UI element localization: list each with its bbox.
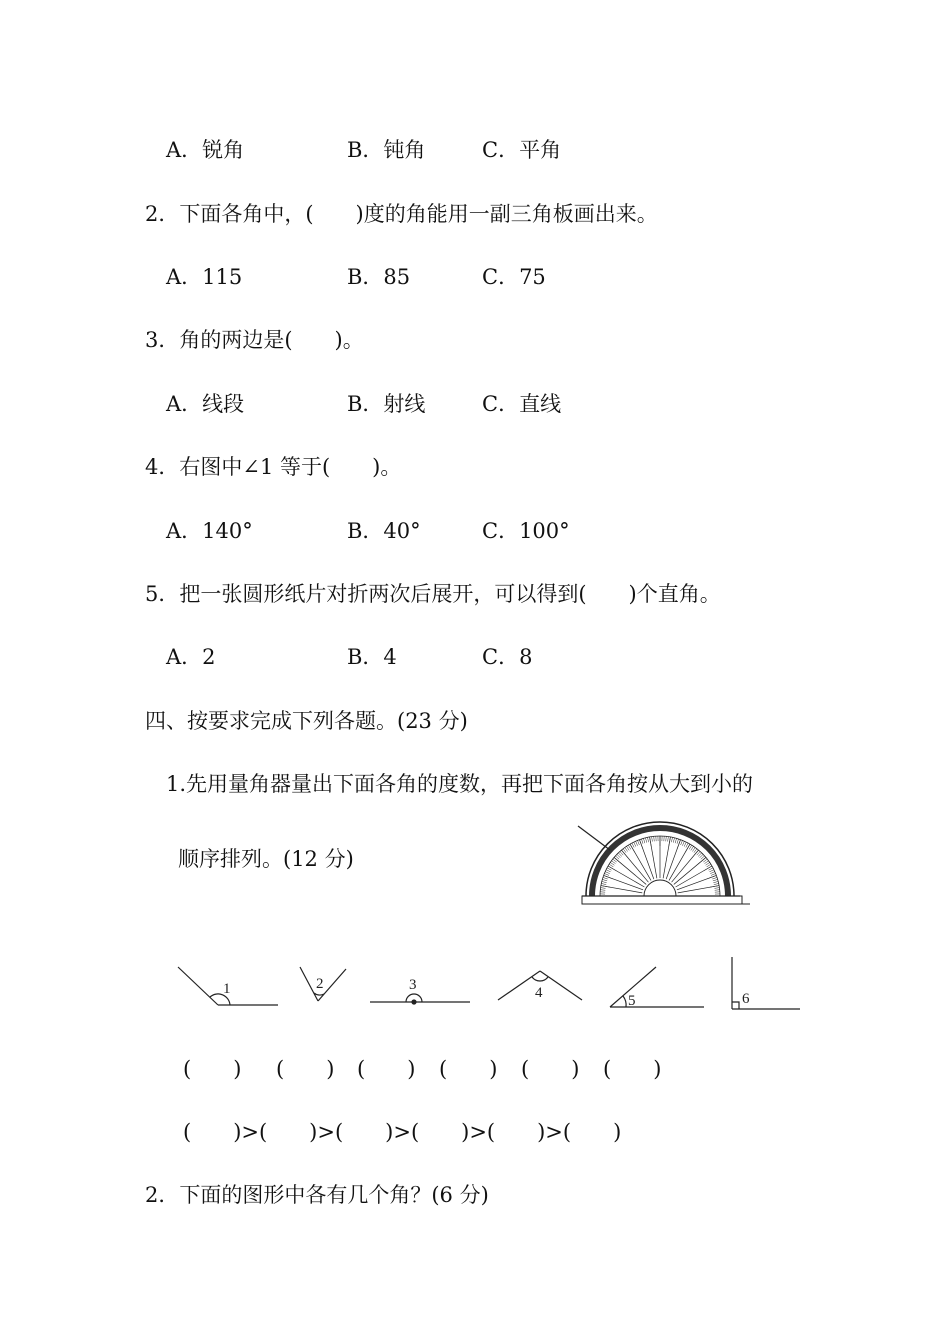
protractor-tick <box>650 837 652 847</box>
protractor-tick <box>707 864 711 867</box>
protractor-tick <box>685 844 690 853</box>
angle-4-blank[interactable]: ( ) <box>439 1057 498 1081</box>
q2-option-c: C．75 <box>482 265 546 289</box>
q1-option-b: B．钝角 <box>347 138 426 162</box>
protractor-tick <box>703 866 712 871</box>
protractor-tick <box>607 868 611 870</box>
protractor-tick <box>605 872 610 874</box>
protractor-tick <box>677 839 679 844</box>
protractor-tick <box>632 843 634 847</box>
q3-option-c: C．直线 <box>482 392 562 416</box>
protractor-tick <box>713 879 718 880</box>
protractor-tick <box>628 845 631 849</box>
protractor-tick <box>600 890 605 891</box>
protractor-tick <box>682 841 684 846</box>
protractor-tick <box>654 836 655 841</box>
q5-option-a: A．2 <box>166 645 216 669</box>
protractor-tick <box>713 881 718 882</box>
protractor-tick <box>601 886 611 888</box>
protractor-tick <box>602 879 607 880</box>
protractor-tick <box>643 838 644 843</box>
angle-figures <box>170 955 810 1020</box>
protractor-tick <box>709 886 719 888</box>
q1-option-a: A．锐角 <box>166 138 245 162</box>
protractor-tick <box>704 861 708 864</box>
protractor-tick <box>673 838 674 843</box>
protractor-tick <box>648 837 649 842</box>
protractor-tick <box>601 884 606 885</box>
protractor-tick <box>603 877 608 879</box>
protractor-tick <box>634 842 636 846</box>
protractor-tick <box>691 846 694 850</box>
protractor-tick <box>604 874 609 876</box>
protractor-tick <box>668 837 669 842</box>
protractor-tick <box>608 866 617 871</box>
protractor-tick <box>715 890 720 891</box>
q4-stem: 4．右图中∠1 等于( )。 <box>145 455 402 479</box>
protractor-tick <box>711 874 716 876</box>
protractor-tick <box>671 837 672 842</box>
protractor-tick <box>675 838 676 843</box>
protractor-tick <box>710 872 715 874</box>
protractor-tick <box>601 888 606 889</box>
q4-option-b: B．40° <box>347 519 421 543</box>
protractor-illustration <box>570 820 750 908</box>
protractor-tick <box>700 854 704 857</box>
protractor-tick <box>714 884 719 885</box>
protractor-tick <box>617 854 621 857</box>
section4-heading: 四、按要求完成下列各题。(23 分) <box>145 709 468 733</box>
q1-option-c: C．平角 <box>482 138 562 162</box>
angle-3-figure <box>370 994 470 1004</box>
protractor-pointer-line <box>578 826 610 850</box>
protractor-tick <box>610 862 614 865</box>
protractor-tick <box>712 877 717 879</box>
protractor-tick <box>606 870 610 872</box>
protractor-tick <box>645 838 646 843</box>
protractor-tick <box>681 840 683 845</box>
q2-stem: 2．下面各角中，( )度的角能用一副三角板画出来。 <box>145 202 658 226</box>
protractor-center-arc <box>644 880 676 896</box>
protractor-tick <box>630 844 635 853</box>
angle-6-blank[interactable]: ( ) <box>603 1057 662 1081</box>
protractor-tick <box>638 840 640 845</box>
angle-3-blank[interactable]: ( ) <box>357 1057 416 1081</box>
section4-p2: 2．下面的图形中各有几个角？(6 分) <box>145 1183 489 1207</box>
angle-1-blank[interactable]: ( ) <box>183 1057 242 1081</box>
q2-option-b: B．85 <box>347 265 411 289</box>
protractor-tick <box>641 839 643 844</box>
protractor-tick <box>602 881 607 882</box>
angle-5-blank[interactable]: ( ) <box>521 1057 580 1081</box>
angle-5-label: 5 <box>628 993 636 1009</box>
protractor-tick <box>626 846 629 850</box>
protractor-tick <box>706 862 710 865</box>
protractor-tick <box>611 861 615 864</box>
angle-1-label: 1 <box>223 981 231 997</box>
angle-2-blank[interactable]: ( ) <box>276 1057 335 1081</box>
angle-6-label: 6 <box>742 991 750 1007</box>
q4-option-c: C．100° <box>482 519 570 543</box>
angle-4-label: 4 <box>535 985 543 1001</box>
angle-2-label: 2 <box>316 976 324 992</box>
section4-p1-line1: 1.先用量角器量出下面各角的度数，再把下面各角按从大到小的 <box>166 772 754 796</box>
q5-option-b: B．4 <box>347 645 397 669</box>
protractor-tick <box>652 837 653 842</box>
q3-option-a: A．线段 <box>166 392 245 416</box>
protractor-base <box>582 896 742 904</box>
angle-3-label: 3 <box>409 977 417 993</box>
protractor-tick <box>709 870 713 872</box>
protractor-tick <box>686 843 688 847</box>
q5-stem: 5．把一张圆形纸片对折两次后展开，可以得到( )个直角。 <box>145 582 721 606</box>
protractor-tick <box>625 847 628 851</box>
protractor-tick <box>709 868 713 870</box>
protractor-tick <box>618 853 621 857</box>
q3-stem: 3．角的两边是( )。 <box>145 328 364 352</box>
q5-option-c: C．8 <box>482 645 533 669</box>
protractor-tick <box>684 842 686 846</box>
protractor-tick <box>689 845 692 849</box>
protractor-tick <box>714 888 719 889</box>
protractor-tick <box>669 837 671 847</box>
protractor-tick <box>636 841 638 846</box>
section4-p1-line2: 顺序排列。(12 分) <box>178 847 354 871</box>
order-row[interactable]: ( )>( )>( )>( )>( )>( ) <box>183 1120 622 1144</box>
q3-option-b: B．射线 <box>347 392 426 416</box>
protractor-tick <box>666 836 667 841</box>
protractor-tick <box>609 864 613 867</box>
protractor-tick <box>698 853 701 857</box>
q4-option-a: A．140° <box>166 519 253 543</box>
angle-5-figure <box>610 967 704 1007</box>
protractor-tick <box>692 847 695 851</box>
q2-option-a: A．115 <box>166 265 243 289</box>
